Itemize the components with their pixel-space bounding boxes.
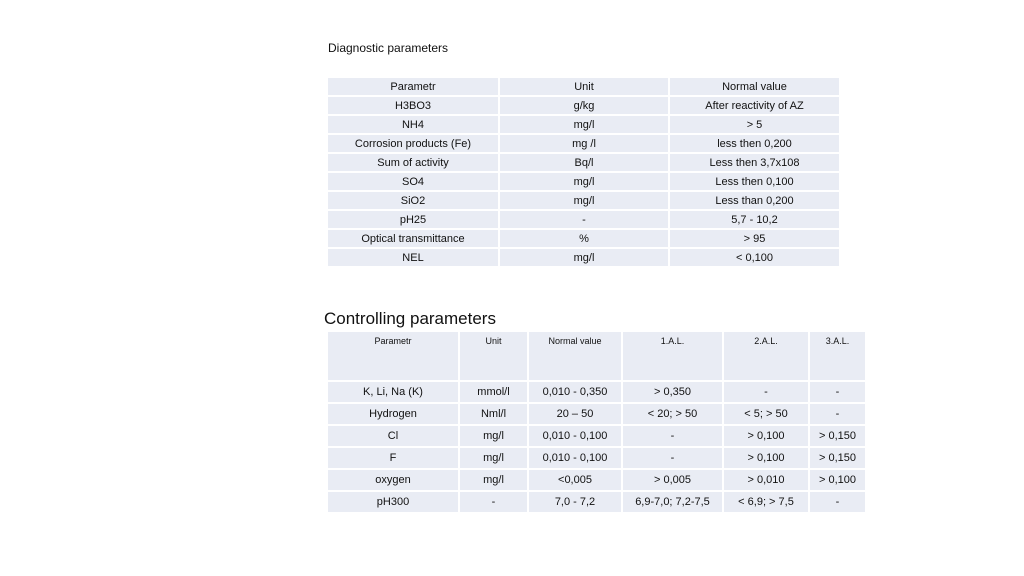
table-cell: Bq/l xyxy=(499,153,669,172)
table-cell: > 0,100 xyxy=(723,447,809,469)
table-cell: 0,010 - 0,100 xyxy=(528,447,622,469)
table-cell: > 0,150 xyxy=(809,425,866,447)
table-row xyxy=(327,425,866,447)
table-row xyxy=(327,172,840,191)
controlling-title: Controlling parameters xyxy=(324,309,496,328)
table-cell: < 0,100 xyxy=(669,248,840,267)
controlling-table xyxy=(326,330,867,514)
table-cell: - xyxy=(499,210,669,229)
table-cell: 5,7 - 10,2 xyxy=(669,210,840,229)
table-row xyxy=(327,115,840,134)
table-cell: less then 0,200 xyxy=(669,134,840,153)
table-cell: > 0,100 xyxy=(809,469,866,491)
table-cell: > 0,005 xyxy=(622,469,723,491)
table-cell: Sum of activity xyxy=(327,153,499,172)
table-row xyxy=(327,447,866,469)
table-cell: mg/l xyxy=(459,469,528,491)
table-cell: oxygen xyxy=(327,469,459,491)
table-cell: mmol/l xyxy=(459,381,528,403)
table-row xyxy=(327,96,840,115)
table-cell: - xyxy=(459,491,528,513)
table-cell: Corrosion products (Fe) xyxy=(327,134,499,153)
table-cell: K, Li, Na (K) xyxy=(327,381,459,403)
table-cell: < 20; > 50 xyxy=(622,403,723,425)
table-cell: Less than 0,200 xyxy=(669,191,840,210)
table-cell: Less then 3,7x108 xyxy=(669,153,840,172)
table-cell: < 5; > 50 xyxy=(723,403,809,425)
table-cell: H3BO3 xyxy=(327,96,499,115)
table-row xyxy=(327,191,840,210)
table-cell: % xyxy=(499,229,669,248)
table-cell: - xyxy=(622,425,723,447)
table-cell: mg/l xyxy=(499,248,669,267)
table-cell: 0,010 - 0,100 xyxy=(528,425,622,447)
table-cell: SiO2 xyxy=(327,191,499,210)
table-cell: - xyxy=(809,491,866,513)
table-cell: mg/l xyxy=(499,115,669,134)
header-cell: 3.A.L. xyxy=(809,331,866,381)
header-cell: 2.A.L. xyxy=(723,331,809,381)
table-cell: > 95 xyxy=(669,229,840,248)
table-row xyxy=(327,153,840,172)
table-cell: - xyxy=(809,381,866,403)
table-cell: > 0,010 xyxy=(723,469,809,491)
table-cell: Less then 0,100 xyxy=(669,172,840,191)
table-cell: pH25 xyxy=(327,210,499,229)
table-row xyxy=(327,381,866,403)
table-cell: mg/l xyxy=(499,172,669,191)
header-cell: Normal value xyxy=(528,331,622,381)
table-cell: F xyxy=(327,447,459,469)
table-cell: Hydrogen xyxy=(327,403,459,425)
table-header-row xyxy=(327,331,866,381)
table-cell: mg /l xyxy=(499,134,669,153)
table-cell: <0,005 xyxy=(528,469,622,491)
table-cell: - xyxy=(622,447,723,469)
header-cell: Normal value xyxy=(669,77,840,96)
table-cell: 6,9-7,0; 7,2-7,5 xyxy=(622,491,723,513)
table-cell: NEL xyxy=(327,248,499,267)
table-row xyxy=(327,469,866,491)
table-cell: 7,0 - 7,2 xyxy=(528,491,622,513)
table-cell: After reactivity of AZ xyxy=(669,96,840,115)
table-cell: - xyxy=(723,381,809,403)
table-header-row xyxy=(327,77,840,96)
header-cell: Parametr xyxy=(327,77,499,96)
table-cell: 20 – 50 xyxy=(528,403,622,425)
table-cell: mg/l xyxy=(499,191,669,210)
table-cell: mg/l xyxy=(459,425,528,447)
table-row xyxy=(327,491,866,513)
table-cell: < 6,9; > 7,5 xyxy=(723,491,809,513)
table-cell: > 0,350 xyxy=(622,381,723,403)
table-cell: > 5 xyxy=(669,115,840,134)
table-cell: > 0,100 xyxy=(723,425,809,447)
table-cell: - xyxy=(809,403,866,425)
table-cell: g/kg xyxy=(499,96,669,115)
table-cell: Nml/l xyxy=(459,403,528,425)
table-row xyxy=(327,210,840,229)
table-row xyxy=(327,134,840,153)
diagnostic-title: Diagnostic parameters xyxy=(328,41,449,55)
header-cell: Unit xyxy=(499,77,669,96)
table-cell: SO4 xyxy=(327,172,499,191)
header-cell: Parametr xyxy=(327,331,459,381)
table-cell: mg/l xyxy=(459,447,528,469)
table-row xyxy=(327,229,840,248)
table-cell: 0,010 - 0,350 xyxy=(528,381,622,403)
table-cell: pH300 xyxy=(327,491,459,513)
diagnostic-table xyxy=(326,76,841,268)
table-row xyxy=(327,403,866,425)
table-cell: Cl xyxy=(327,425,459,447)
header-cell: 1.A.L. xyxy=(622,331,723,381)
table-cell: > 0,150 xyxy=(809,447,866,469)
table-row xyxy=(327,248,840,267)
header-cell: Unit xyxy=(459,331,528,381)
table-cell: Optical transmittance xyxy=(327,229,499,248)
table-cell: NH4 xyxy=(327,115,499,134)
